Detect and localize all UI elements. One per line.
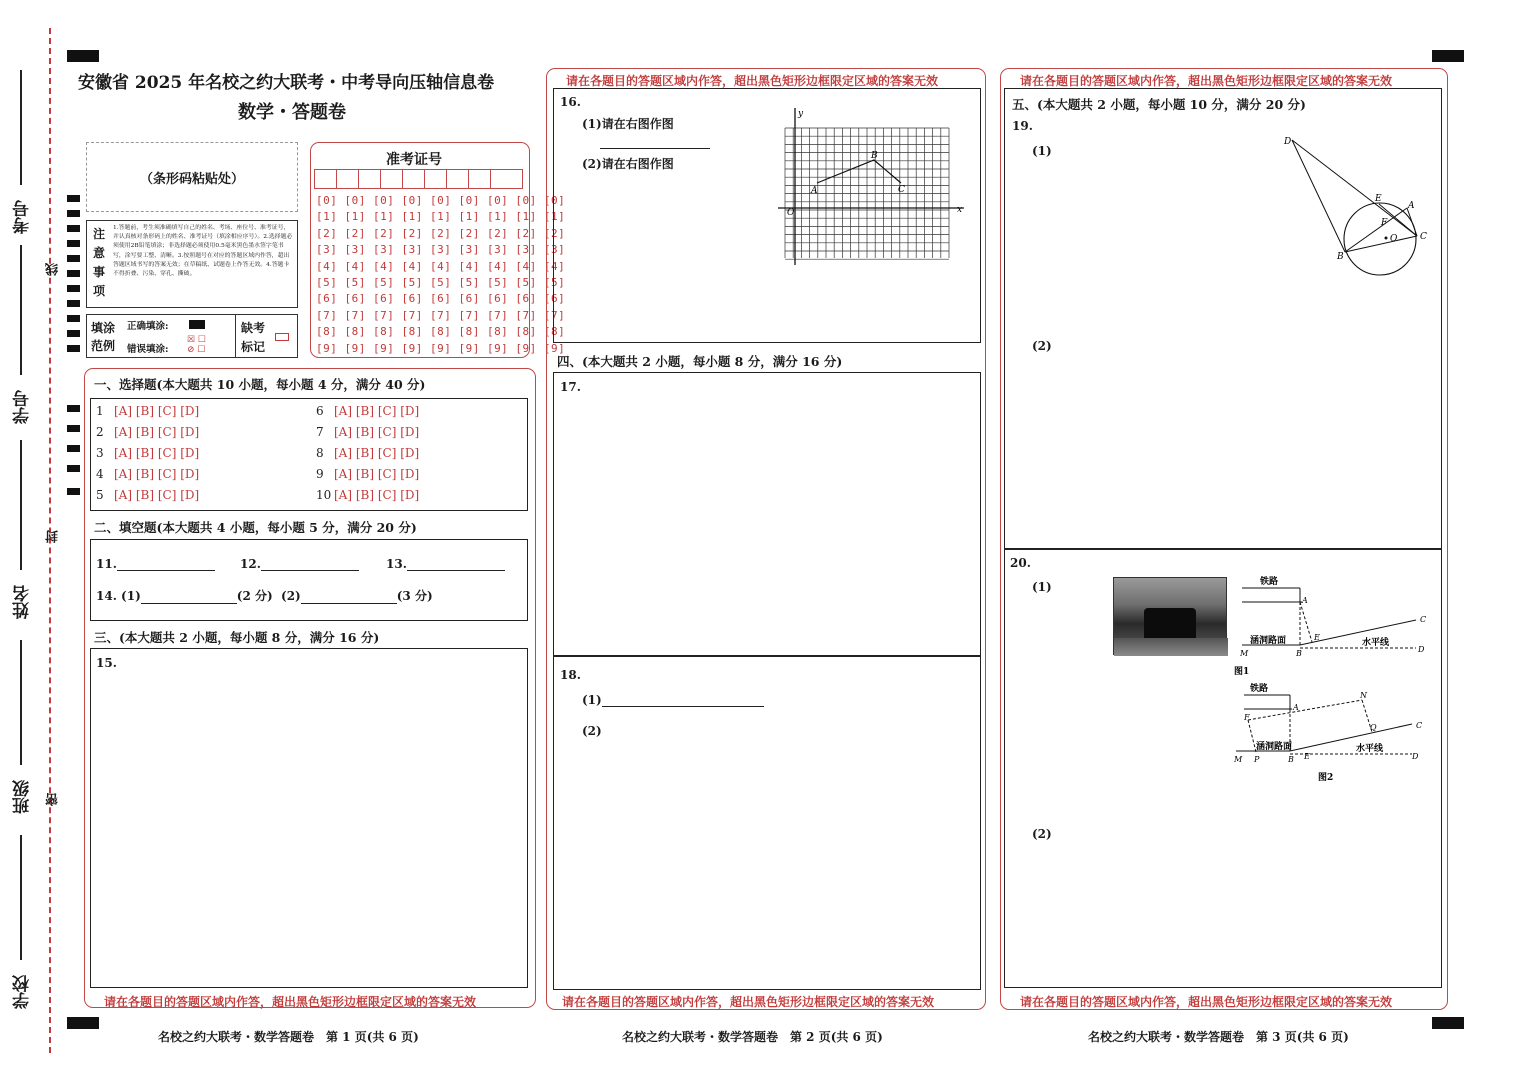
mc-question-row: [316, 488, 425, 502]
q18-label: 18.: [560, 668, 581, 682]
timing-mark: [67, 465, 80, 472]
mc-question-number: 10: [316, 488, 332, 502]
q18-blank[interactable]: [602, 695, 764, 707]
timing-mark: [1432, 50, 1464, 62]
side-word-feng: 封: [46, 530, 61, 543]
side-label-xuexiao: 学校: [13, 975, 33, 1009]
mc-question-number: 5: [96, 488, 104, 502]
circle-point-d: D: [1284, 137, 1292, 147]
culvert-photo: [1113, 577, 1227, 655]
mc-question-row: [96, 446, 205, 460]
circle-point-f: F: [1381, 218, 1388, 228]
timing-mark: [1432, 1017, 1464, 1029]
grid-y-label: y: [798, 109, 804, 119]
side-line-2: [20, 245, 22, 375]
circle-point-a: A: [1408, 201, 1415, 211]
fig2-p: P: [1254, 755, 1260, 764]
side-label-banji: 班级: [13, 780, 33, 814]
q17-q18-answer-box: [553, 372, 981, 990]
page-3-footer: 名校之约大联考・数学答题卷 第 3 页(共 6 页): [1088, 1030, 1349, 1044]
exam-id-title: 准考证号: [386, 152, 442, 168]
fig1-horizon: 水平线: [1362, 638, 1390, 648]
grid-point-a: A: [811, 186, 818, 196]
q19-part2: (2): [1032, 339, 1052, 353]
fig1-a: A: [1302, 596, 1308, 605]
fig1-road: 涵洞路面: [1250, 636, 1287, 646]
fig2-road: 涵洞路面: [1256, 742, 1293, 752]
exam-id-write-cells[interactable]: [314, 169, 523, 189]
fig2-c: C: [1416, 721, 1423, 730]
fig2-e: E: [1304, 752, 1310, 761]
section-2-title: 二、填空题(本大题共 4 小题，每小题 5 分，满分 20 分): [94, 520, 417, 535]
timing-mark: [67, 210, 80, 217]
side-line-3: [20, 440, 22, 570]
grid-origin-label: O: [787, 208, 795, 218]
fig2-horizon: 水平线: [1356, 744, 1384, 754]
section-3-title: 三、(本大题共 2 小题，每小题 8 分，满分 16 分): [94, 630, 380, 645]
q19-part1: (1): [1032, 144, 1052, 158]
timing-mark: [67, 255, 80, 262]
side-label-xingming: 姓名: [13, 585, 33, 619]
section-1-title: 一、选择题(本大题共 10 小题，每小题 4 分，满分 40 分): [94, 377, 426, 392]
culvert-opening: [1144, 608, 1196, 642]
fill-wrong-label: 错误填涂:: [127, 344, 169, 355]
q11-blank[interactable]: [117, 559, 215, 571]
circle-point-o: O: [1390, 234, 1398, 244]
exam-id-digit-row[interactable]: [3] [3] [3] [3] [3] [3] [3] [3] [3]: [316, 243, 566, 257]
timing-mark: [67, 225, 80, 232]
notice-heading: 注意事项: [93, 227, 106, 298]
sheet-title: 安徽省 2025 年名校之约大联考・中考导向压轴信息卷: [78, 73, 495, 93]
fill-example-box: [86, 314, 298, 358]
fill-correct-label: 正确填涂:: [127, 321, 169, 332]
section-5-title: 五、(本大题共 2 小题，每小题 10 分，满分 20 分): [1012, 97, 1306, 112]
mc-answer-options[interactable]: [A] [B] [C] [D]: [334, 404, 420, 418]
answer-zone-warning: 请在各题目的答题区域内作答，超出黑色矩形边框限定区域的答案无效: [1020, 995, 1393, 1009]
fig1-caption: 图1: [1234, 667, 1250, 677]
mc-question-number: 7: [316, 425, 324, 439]
fig2-b: B: [1288, 755, 1294, 764]
barcode-area: [86, 142, 298, 212]
fig2-caption: 图2: [1318, 773, 1334, 783]
fig2-q: Q: [1370, 723, 1377, 732]
timing-mark: [67, 195, 80, 202]
q18-part2: (2): [582, 724, 602, 738]
fill-answer-box: [90, 539, 528, 621]
absent-mark-label: 缺考标记: [241, 321, 266, 354]
mc-question-number: 3: [96, 446, 104, 460]
absent-mark-box[interactable]: [275, 333, 289, 341]
fig1-d: D: [1418, 645, 1425, 654]
q13-blank[interactable]: [407, 559, 505, 571]
timing-mark: [67, 1017, 99, 1029]
side-word-xian: 线: [46, 263, 61, 276]
coordinate-grid-figure: [770, 100, 970, 270]
q16-part1: (1)请在右图作图: [582, 117, 674, 131]
fig2-f: F: [1244, 713, 1250, 722]
timing-mark: [67, 50, 99, 62]
q15-answer-box[interactable]: [90, 648, 528, 988]
mc-question-number: 2: [96, 425, 104, 439]
mc-question-number: 6: [316, 404, 324, 418]
answer-zone-warning: 请在各题目的答题区域内作答，超出黑色矩形边框限定区域的答案无效: [104, 995, 477, 1009]
side-label-xuehao: 学号: [13, 390, 33, 424]
mc-answer-options[interactable]: [A] [B] [C] [D]: [334, 425, 420, 439]
page-2-footer: 名校之约大联考・数学答题卷 第 2 页(共 6 页): [622, 1030, 883, 1044]
barcode-label: （条形码粘贴处）: [139, 171, 244, 187]
section-4-title: 四、(本大题共 2 小题，每小题 8 分，满分 16 分): [557, 354, 843, 369]
mc-question-row: [96, 404, 205, 418]
q12-label: 12.: [240, 557, 359, 571]
circle-point-b: B: [1337, 252, 1344, 262]
q13-label: 13.: [386, 557, 505, 571]
q14-blank-2[interactable]: [301, 592, 397, 604]
timing-mark: [67, 330, 80, 337]
notice-text: 1.答题前，考生须准确填写自己的姓名、考场、座位号、准考证号，并认真核对条形码上的姓名、准考证号（填涂相应序号）。2.选择题必须使用2B铅笔填涂；非选择题必须使用0.5毫米黑色墨水签字笔书写，涂写要工整、清晰。3.按照题号在对应的答题区域内作答，超出答题区域书写的答案无效；在草稿纸、试题卷上作答无效。4.答题卡不得折叠、污染、穿孔、撕破。: [113, 225, 293, 278]
side-line-1: [20, 70, 22, 185]
mc-answer-options[interactable]: [A] [B] [C] [D]: [334, 467, 420, 481]
fill-example-title: 填涂范例: [91, 321, 116, 353]
exam-id-digit-row[interactable]: [1] [1] [1] [1] [1] [1] [1] [1] [1]: [316, 210, 566, 224]
exam-id-digit-row[interactable]: [5] [5] [5] [5] [5] [5] [5] [5] [5]: [316, 276, 566, 289]
side-line-5: [20, 835, 22, 960]
mc-question-row: [316, 425, 425, 439]
exam-id-digit-row[interactable]: [0] [0] [0] [0] [0] [0] [0] [0] [0]: [316, 194, 566, 207]
culvert-road: [1114, 638, 1228, 656]
q19-label: 19.: [1012, 119, 1033, 133]
q16-label: 16.: [560, 95, 581, 109]
mc-answer-options[interactable]: [A] [B] [C] [D]: [334, 488, 420, 502]
timing-mark: [67, 425, 80, 432]
fill-correct-sample: [189, 320, 205, 329]
fig2-d: D: [1412, 752, 1419, 761]
culvert-figure-2: [1226, 680, 1436, 788]
exam-id-digit-row[interactable]: [6] [6] [6] [6] [6] [6] [6] [6] [6]: [316, 292, 566, 306]
side-word-mi: 密: [46, 793, 61, 806]
fig1-b: B: [1296, 649, 1302, 658]
timing-mark: [67, 240, 80, 247]
q17-q18-divider: [553, 655, 981, 657]
timing-mark: [67, 315, 80, 322]
timing-mark: [67, 270, 80, 277]
answer-zone-warning: 请在各题目的答题区域内作答，超出黑色矩形边框限定区域的答案无效: [562, 995, 935, 1009]
q14-label: 14. (1) (2 分) (2) (3 分): [96, 589, 433, 603]
exam-id-digit-row[interactable]: [8] [8] [8] [8] [8] [8] [8] [8] [8]: [316, 325, 566, 339]
fig1-m: M: [1240, 649, 1249, 658]
mc-answer-options[interactable]: [A] [B] [C] [D]: [114, 446, 200, 460]
notice-box: [86, 220, 298, 308]
exam-id-digit-row[interactable]: [7] [7] [7] [7] [7] [7] [7] [7] [7]: [316, 308, 566, 322]
q19-q20-divider: [1004, 548, 1442, 550]
grid-point-b: B: [871, 151, 878, 161]
fig1-rail: 铁路: [1260, 577, 1279, 587]
answer-zone-warning: 请在各题目的答题区域内作答，超出黑色矩形边框限定区域的答案无效: [1020, 74, 1393, 88]
q16-part2: (2)请在右图作图: [582, 157, 674, 171]
q11-label: 11.: [96, 557, 215, 571]
mc-question-row: [316, 404, 425, 418]
answer-zone-warning: 请在各题目的答题区域内作答，超出黑色矩形边框限定区域的答案无效: [566, 74, 939, 88]
timing-mark: [67, 445, 80, 452]
q15-label: 15.: [96, 656, 117, 670]
exam-id-digit-row[interactable]: [9] [9] [9] [9] [9] [9] [9] [9] [9]: [316, 341, 566, 355]
divider: [235, 315, 236, 357]
exam-id-digit-row[interactable]: [4] [4] [4] [4] [4] [4] [4] [4] [4]: [316, 259, 566, 273]
timing-mark: [67, 300, 80, 307]
fill-wrong-samples: ☒ ☐ ⊘ ☐: [187, 335, 206, 355]
q17-label: 17.: [560, 380, 581, 394]
fig1-c: C: [1420, 615, 1427, 624]
timing-mark: [67, 285, 80, 292]
fig2-a: A: [1293, 703, 1299, 712]
mc-answer-options[interactable]: [A] [B] [C] [D]: [114, 425, 200, 439]
mc-question-row: [96, 425, 205, 439]
q18-part1: (1): [582, 693, 764, 707]
mc-question-row: [316, 446, 425, 460]
q20-part1: (1): [1032, 580, 1052, 594]
timing-mark: [67, 405, 80, 412]
mc-answer-options[interactable]: [A] [B] [C] [D]: [114, 488, 200, 502]
side-label-kaohao: 考号: [13, 200, 33, 234]
mc-question-row: [96, 488, 205, 502]
fig2-rail: 铁路: [1250, 684, 1269, 694]
page-1-footer: 名校之约大联考・数学答题卷 第 1 页(共 6 页): [158, 1030, 419, 1044]
mc-question-number: 8: [316, 446, 324, 460]
mc-question-number: 9: [316, 467, 324, 481]
culvert-figure-1: [1236, 572, 1436, 680]
circle-tangent-figure: [1280, 132, 1430, 272]
q20-part2: (2): [1032, 827, 1052, 841]
mc-question-number: 4: [96, 467, 104, 481]
sheet-subtitle: 数学・答题卷: [238, 102, 346, 123]
mc-answer-options[interactable]: [A] [B] [C] [D]: [114, 467, 200, 481]
q16-blank[interactable]: [600, 148, 710, 149]
exam-id-digit-row[interactable]: [2] [2] [2] [2] [2] [2] [2] [2] [2]: [316, 226, 566, 240]
mc-answer-options[interactable]: [A] [B] [C] [D]: [114, 404, 200, 418]
fig2-n: N: [1360, 691, 1367, 700]
grid-x-label: x: [957, 205, 963, 215]
fig2-m: M: [1234, 755, 1243, 764]
q20-label: 20.: [1010, 556, 1031, 570]
q14-blank-1[interactable]: [141, 592, 237, 604]
q12-blank[interactable]: [261, 559, 359, 571]
side-line-4: [20, 640, 22, 765]
circle-point-e: E: [1375, 194, 1382, 204]
timing-mark: [67, 488, 80, 495]
mc-question-row: [316, 467, 425, 481]
circle-point-c: C: [1420, 232, 1427, 242]
mc-answer-options[interactable]: [A] [B] [C] [D]: [334, 446, 420, 460]
timing-mark: [67, 345, 80, 352]
grid-point-c: C: [898, 185, 905, 195]
mc-question-row: [96, 467, 205, 481]
fig1-e: E: [1314, 633, 1320, 642]
mc-question-number: 1: [96, 404, 104, 418]
